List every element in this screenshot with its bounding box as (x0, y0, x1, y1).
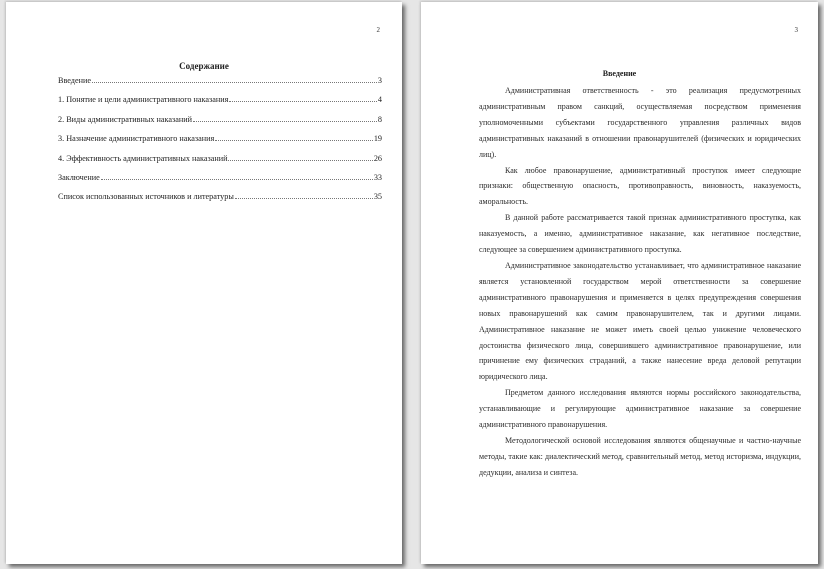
toc-leader-dots (101, 178, 373, 180)
toc-item (58, 76, 382, 95)
body-text (479, 83, 801, 481)
toc-item-page: 8 (377, 114, 382, 124)
toc-item-page: 19 (373, 134, 382, 144)
toc-leader-dots (193, 120, 377, 122)
toc-item-page: 4 (377, 95, 382, 105)
table-of-contents (58, 76, 382, 212)
paragraph: Административное законодательство устанавливает, что административное наказание является установленной государством мерой ответственности за совершение административного правонарушения и применяется в целях предупреждения совершения новых правонарушений как самим правонарушителем, так и другими лицами. Административное наказание не может иметь своей целью унижение человеческого достоинства физического лица, совершившего административное правонарушение, или причинение ему физических страданий, а также нанесение вреда деловой репутации юридического лица. (479, 260, 801, 382)
toc-item-label: 3. Назначение административного наказания (58, 134, 215, 144)
paragraph: В данной работе рассматривается такой признак административного проступка, как наказуемость, а именно, административное наказание, как негативное последствие, следующее за совершением административного проступка. (479, 213, 801, 255)
toc-item-label: 4. Эффективность административных наказаний (58, 153, 228, 163)
toc-item-label: 1. Понятие и цели административного наказания (58, 95, 229, 105)
toc-leader-dots (92, 81, 377, 83)
toc-item-label: 2. Виды административных наказаний (58, 114, 193, 124)
toc-leader-dots (229, 100, 377, 102)
page-left (6, 2, 402, 564)
toc-item (58, 154, 382, 173)
paragraph: Административная ответственность - это реализация предусмотренных административным правом санкций, осуществляемая посредством применения уполномоченными субъектами государственного управления различных видов административных наказаний в отношении правонарушителей (физических и юридических лиц). (479, 86, 801, 159)
toc-item-label: Список использованных источников и литературы (58, 192, 234, 202)
toc-item-page: 3 (377, 76, 382, 85)
toc-item (58, 115, 382, 134)
toc-item-page: 35 (373, 192, 382, 202)
section-title: Введение (602, 69, 637, 78)
toc-item-page: 33 (373, 172, 382, 182)
toc-leader-dots (215, 139, 373, 141)
toc-item (58, 192, 382, 211)
toc-item (58, 134, 382, 153)
toc-leader-dots (228, 159, 372, 161)
toc-item (58, 95, 382, 114)
toc-item-label: Заключение (58, 172, 100, 182)
toc-item-page: 26 (373, 153, 382, 163)
toc-title: Содержание (179, 61, 229, 71)
paragraph: Как любое правонарушение, административный проступок имеет следующие признаки: общественную опасность, противоправность, виновность, наказуемость, аморальность. (479, 165, 801, 207)
page-number-right: 3 (794, 26, 798, 34)
paragraph: Методологической основой исследования являются общенаучные и частно-научные методы, такие как: диалектический метод, сравнительный метод, метод историзма, индукции, дедукции, анализа и синтеза. (479, 435, 801, 477)
paragraph: Предметом данного исследования являются нормы российского законодательства, устанавливающие и регулирующие административное наказание за совершение административного правонарушения. (479, 388, 801, 430)
toc-item-label: Введение (58, 76, 92, 85)
toc-leader-dots (235, 197, 373, 199)
toc-item (58, 173, 382, 192)
page-number-left: 2 (376, 26, 380, 34)
page-right (421, 2, 818, 564)
